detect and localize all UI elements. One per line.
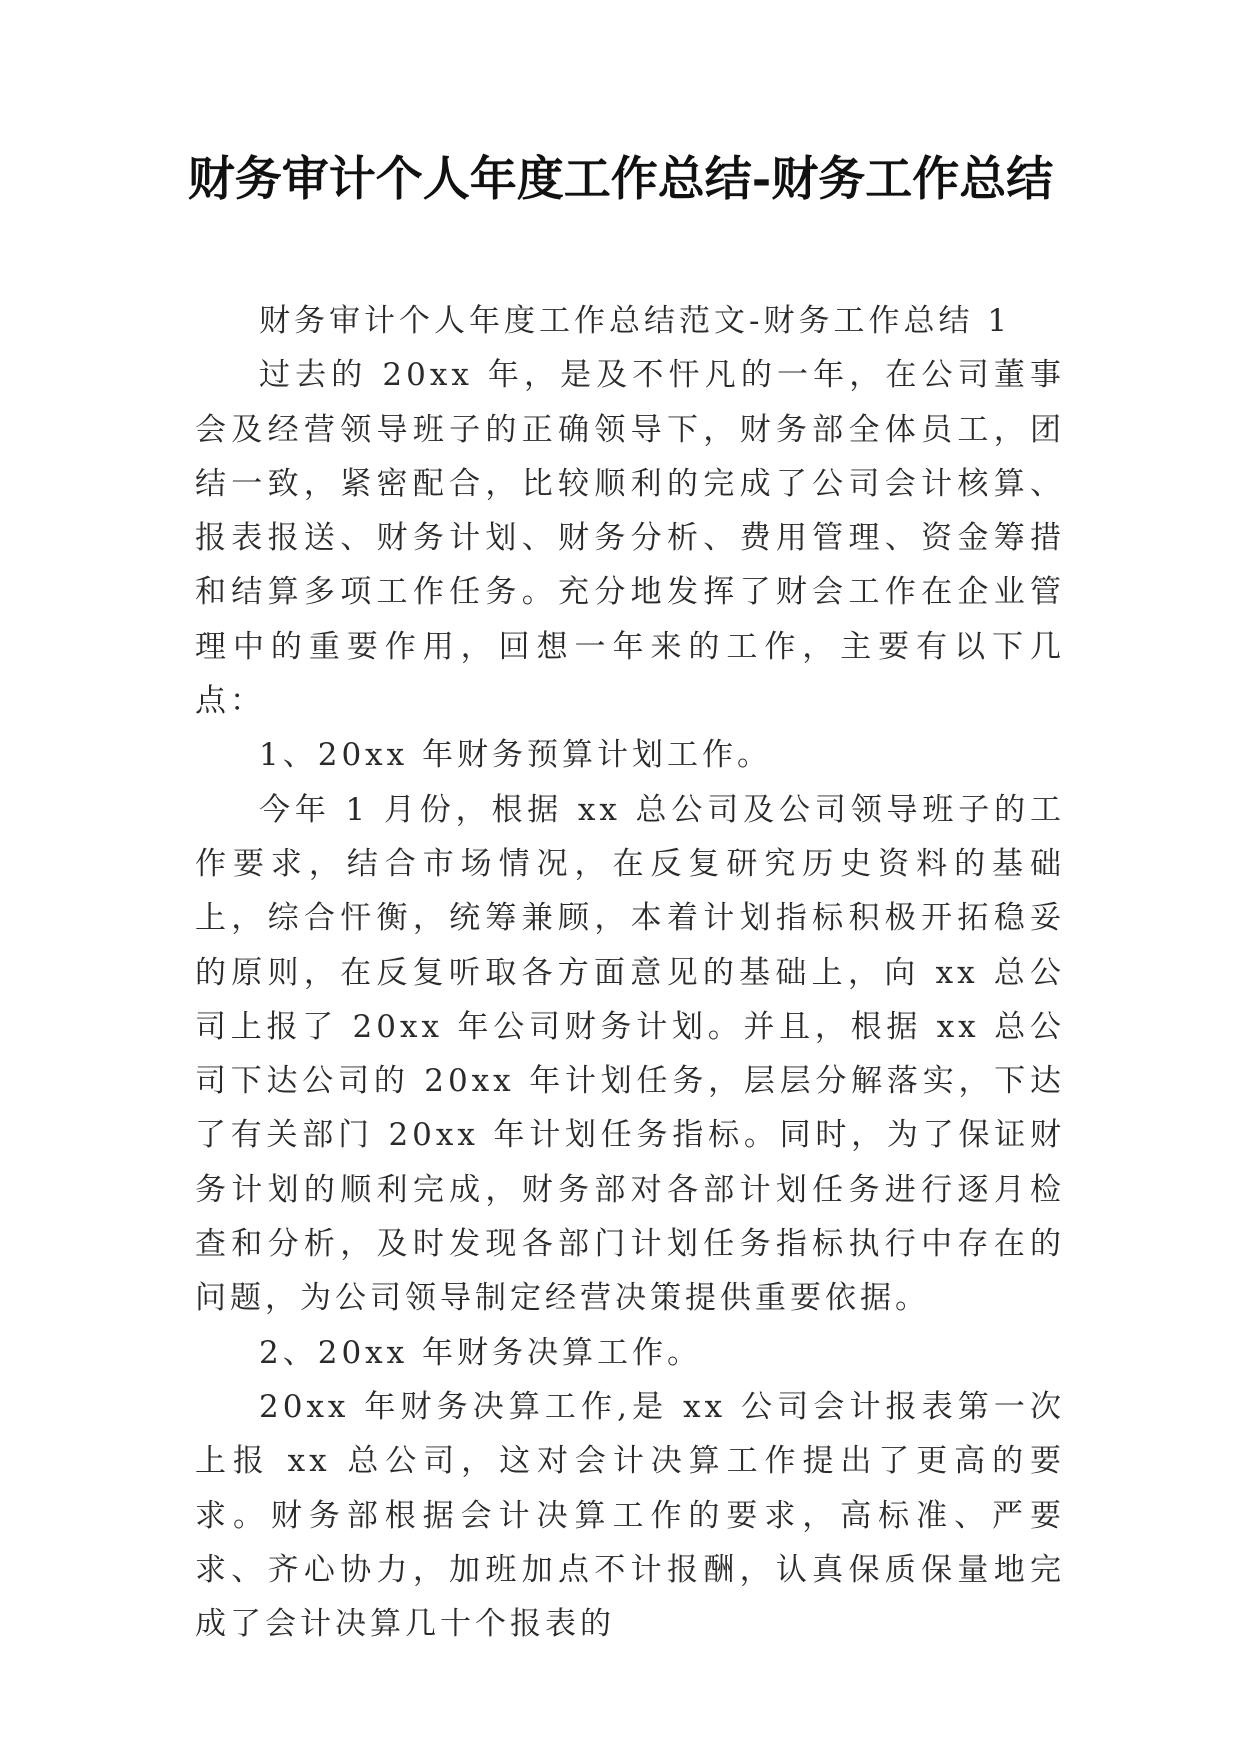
- section-heading-budget: 1、20xx 年财务预算计划工作。: [259, 737, 772, 774]
- section-heading-final-accounts: 2、20xx 年财务决算工作。: [259, 1334, 702, 1371]
- paragraph-budget: 今年 1 月份，根据 xx 总公司及公司领导班子的工作要求，结合市场情况，在反复研究历史资料的基础上，综合忓衡，统筹兼顾，本着计划指标积极开拓稳妥的原则，在反复听取各方面意见的基础上，向 xx 总公司上报了 20xx 年公司财务计划。并且，根据 xx 总公司下达公司的 20xx 年计划任务，层层分解落实，下达了有关部门 20xx 年计划任务指标。同时，为了保证财务计划的顺利完成，财务部对各部计划任务进行逐月检查和分析，及时发现各部门计划任务指标执行中存在的问题，为公司领导制定经营决策提供重要依据。: [195, 791, 1065, 1317]
- document-title: 财务审计个人年度工作总结-财务工作总结: [187, 152, 1054, 207]
- paragraph-intro: 过去的 20xx 年，是及不忓凡的一年，在公司董事会及经营领导班子的正确领导下，财务部全体员工，团结一致，紧密配合，比较顺利的完成了公司会计核算、报表报送、财务计划、财务分析、费用管理、资金筹措和结算多项工作任务。充分地发挥了财会工作在企业管理中的重要作用，回想一年来的工作，主要有以下几点：: [195, 357, 1065, 720]
- paragraph-final-accounts: 20xx 年财务决算工作,是 xx 公司会计报表第一次上报 xx 总公司，这对会计决算工作提出了更高的要求。财务部根据会计决算工作的要求，高标准、严要求、齐心协力，加班加点不计报酬，认真保质保量地完成了会计决算几十个报表的: [195, 1388, 1065, 1643]
- document-body: [195, 294, 1065, 1651]
- paragraph-subtitle: 财务审计个人年度工作总结范文-财务工作总结 1: [259, 303, 1012, 339]
